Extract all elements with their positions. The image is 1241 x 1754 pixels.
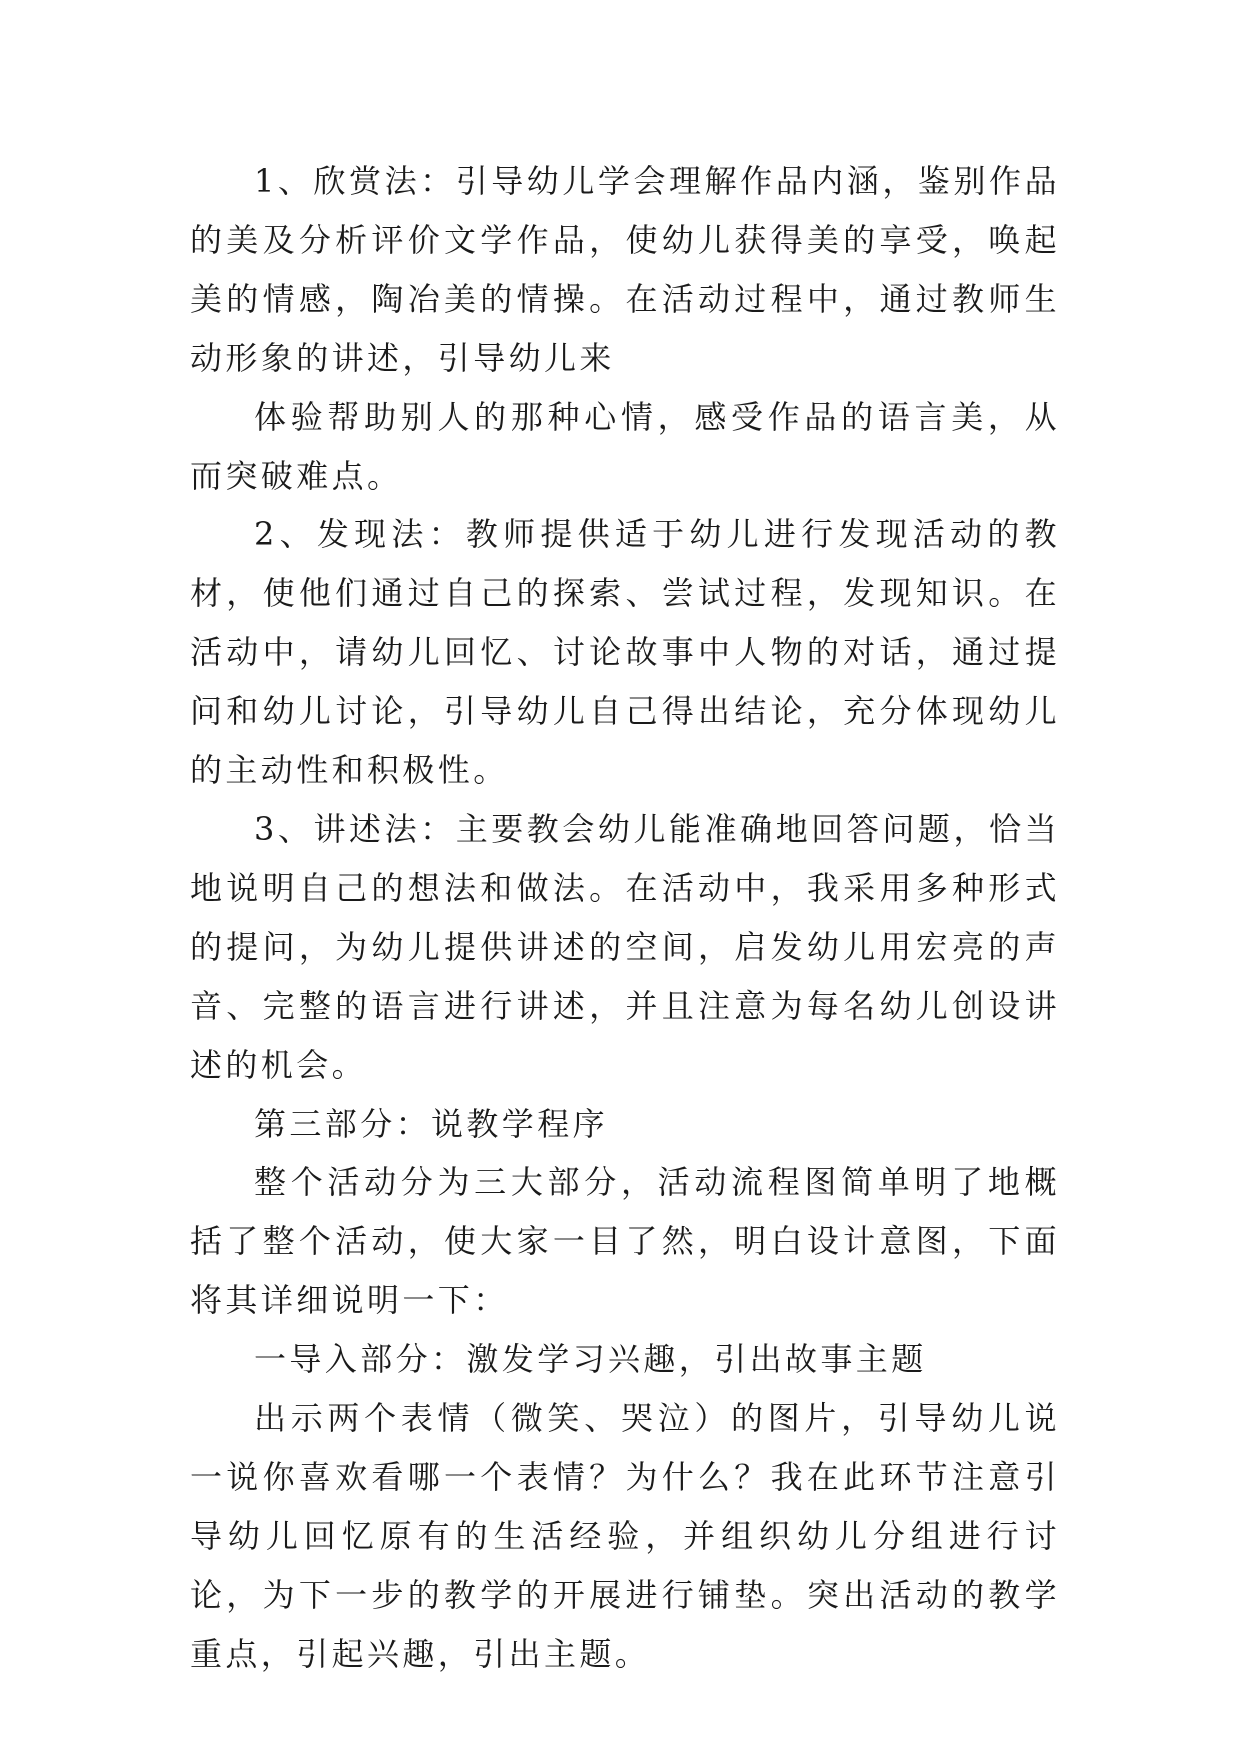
section-heading-teaching-procedure: 第三部分：说教学程序 bbox=[254, 1104, 609, 1143]
document-body bbox=[190, 152, 1060, 1684]
paragraph-experience-helping: 体验帮助别人的那种心情，感受作品的语言美，从而突破难点。 bbox=[190, 397, 1060, 495]
paragraph-discovery-method: 2、发现法：教师提供适于幼儿进行发现活动的教材，使他们通过自己的探索、尝试过程，发现知识。在活动中，请幼儿回忆、讨论故事中人物的对话，通过提问和幼儿讨论，引导幼儿自己得出结论，充分体现幼儿的主动性和积极性。 bbox=[190, 515, 1060, 790]
paragraph-activity-overview: 整个活动分为三大部分，活动流程图简单明了地概括了整个活动，使大家一目了然，明白设计意图，下面将其详细说明一下： bbox=[190, 1163, 1060, 1320]
paragraph-narration-method: 3、讲述法：主要教会幼儿能准确地回答问题，恰当地说明自己的想法和做法。在活动中，我采用多种形式的提问，为幼儿提供讲述的空间，启发幼儿用宏亮的声音、完整的语言进行讲述，并且注意为每名幼儿创设讲述的机会。 bbox=[190, 809, 1060, 1084]
paragraph-introduction-detail: 出示两个表情（微笑、哭泣）的图片，引导幼儿说一说你喜欢看哪一个表情？为什么？我在此环节注意引导幼儿回忆原有的生活经验，并组织幼儿分组进行讨论，为下一步的教学的开展进行铺垫。突出活动的教学重点，引起兴趣，引出主题。 bbox=[190, 1399, 1060, 1673]
paragraph-appreciation-method: 1、欣赏法：引导幼儿学会理解作品内涵，鉴别作品的美及分析评价文学作品，使幼儿获得美的享受，唤起美的情感，陶冶美的情操。在活动过程中，通过教师生动形象的讲述，引导幼儿来 bbox=[190, 162, 1060, 377]
subheading-introduction-part: 一导入部分：激发学习兴趣，引出故事主题 bbox=[254, 1340, 927, 1379]
